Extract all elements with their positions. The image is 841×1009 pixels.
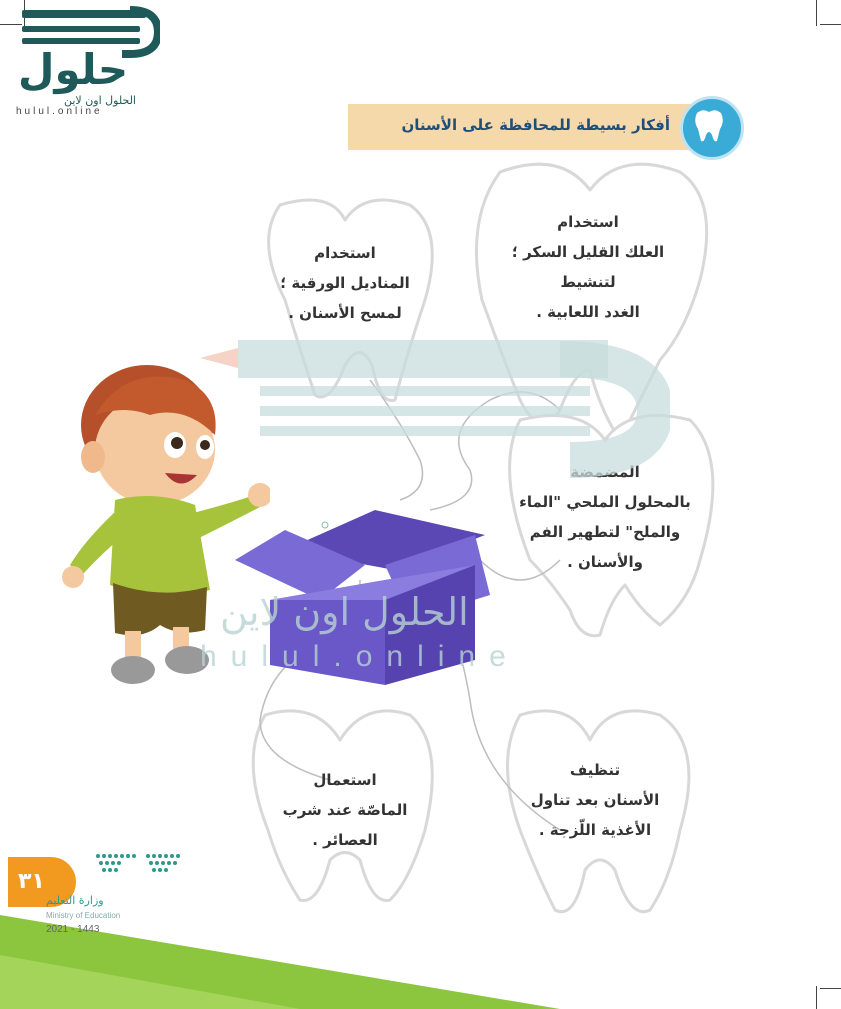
ministry-logo-icon xyxy=(92,850,188,876)
tip-gum-text: استخدام العلك القليل السكر ؛ لتنشيط الغدد اللعابية . xyxy=(511,213,665,321)
green-band xyxy=(0,915,841,1009)
ministry-english: Ministry of Education xyxy=(46,911,121,920)
watermark-arabic: الحلول اون لاين xyxy=(220,590,469,634)
watermark xyxy=(200,340,670,680)
page-number: ٣١ xyxy=(18,869,45,894)
logo-text-latin: hulul.online xyxy=(16,106,103,117)
watermark-latin: hulul.online xyxy=(200,640,520,673)
tip-straw-text: استعمال الماصّة عند شرب العصائر . xyxy=(282,771,408,849)
tip-tissues-text: استخدام المناديل الورقية ؛ لمسح الأسنان . xyxy=(280,244,410,322)
logo-text-big: حلول xyxy=(18,45,129,94)
tip-clean-text: تنظيف الأسنان بعد تناول الأغذية اللّزجة . xyxy=(530,761,660,839)
section-title: أفكار بسيطة للمحافظة على الأسنان xyxy=(401,116,670,134)
tip-rinse-text: المضمضة بالمحلول الملحي "الماء والملح" لتطهير الفم والأسنان . xyxy=(519,463,691,571)
ministry-arabic: وزارة التعليم xyxy=(46,894,104,907)
edition-year: 2021 - 1443 xyxy=(46,924,100,935)
logo-text-small: الحلول اون لاين xyxy=(64,94,136,107)
